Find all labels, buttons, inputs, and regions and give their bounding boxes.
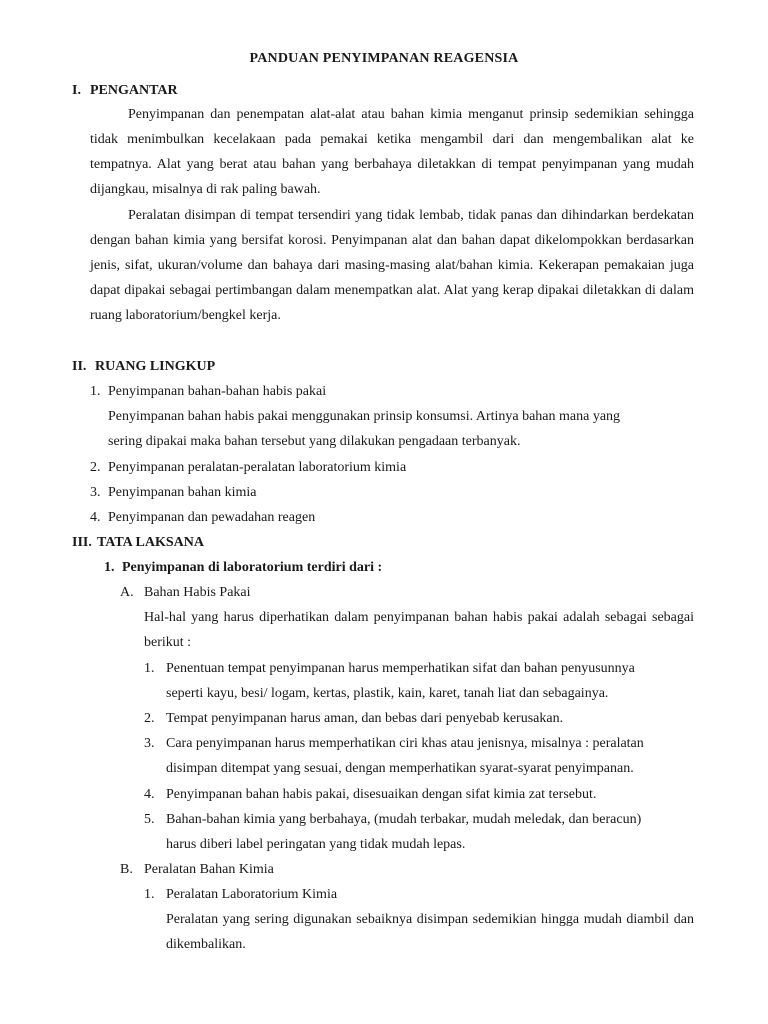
list-item-number: 1. [144,887,155,902]
section-3-number: III. [72,535,92,550]
list-item-line: harus diberi label peringatan yang tidak mudah lepas. [166,837,466,852]
subsection-intro: Hal-hal yang harus diperhatikan dalam penyimpanan bahan habis pakai adalah sebagai sebagai berikut : [144,610,694,650]
section-1-heading: PENGANTAR [90,83,178,98]
list-item-description-line: sering dipakai maka bahan tersebut yang dilakukan pengadaan terbanyak. [108,434,521,449]
section-1-paragraph-1: Penyimpanan dan penempatan alat-alat atau bahan kimia menganut prinsip sedemikian sehingga tidak menimbulkan kecelakaan pada pemakai ketika mengambil dari dan mengembalikan alat ke tempatnya. Alat yang berat atau bahan yang berbahaya diletakkan di tempat penyimpanan yang mudah dijangkau, misalnya di rak paling bawah. [90,107,694,197]
subsection-letter: B. [120,862,133,877]
list-item-number: 4. [144,787,155,802]
list-item-line: seperti kayu, besi/ logam, kertas, plastik, kain, karet, tanah liat dan sebagainya. [166,686,609,701]
list-item-title: Peralatan Laboratorium Kimia [166,887,338,902]
list-item-text: Penyimpanan peralatan-peralatan laboratorium kimia [108,460,407,475]
list-item-description-line: Penyimpanan bahan habis pakai menggunakan prinsip konsumsi. Artinya bahan mana yang [108,409,621,424]
list-item-description: Peralatan yang sering digunakan sebaiknya disimpan sedemikian hingga mudah diambil dan dikembalikan. [166,912,694,952]
list-item-number: 3. [90,485,101,500]
list-item-number: 3. [144,736,155,751]
section-2-number: II. [72,359,87,374]
subsection-heading: Penyimpanan di laboratorium terdiri dari : [122,560,383,575]
list-item-number: 2. [144,711,155,726]
list-item-number: 1. [144,661,155,676]
section-1-paragraph-2: Peralatan disimpan di tempat tersendiri yang tidak lembab, tidak panas dan dihindarkan berdekatan dengan bahan kimia yang bersifat korosi. Penyimpanan alat dan bahan dapat dikelompokkan berdasarkan jenis, sifat, ukuran/volume dan bahaya dari masing-masing alat/bahan kimia. Kekerapan pemakaian juga dapat dipakai sebagai pertimbangan dalam menempatkan alat. Alat yang kerap dipakai diletakkan di dalam ruang laboratorium/bengkel kerja. [90,208,694,323]
section-1-number: I. [72,83,81,98]
list-item-line: Bahan-bahan kimia yang berbahaya, (mudah terbakar, mudah meledak, dan beracun) [166,812,642,827]
list-item-text: Penyimpanan dan pewadahan reagen [108,510,316,525]
list-item-text: Penyimpanan bahan kimia [108,485,257,500]
subsection-title: Bahan Habis Pakai [144,585,251,600]
subsection-number: 1. [104,560,115,575]
list-item-number: 1. [90,384,101,399]
list-item-number: 2. [90,460,101,475]
list-item-line: Tempat penyimpanan harus aman, dan bebas dari penyebab kerusakan. [166,711,564,726]
section-3-heading: TATA LAKSANA [97,535,204,550]
subsection-letter: A. [120,585,134,600]
list-item-number: 4. [90,510,101,525]
document-title: PANDUAN PENYIMPANAN REAGENSIA [249,51,519,66]
subsection-title: Peralatan Bahan Kimia [144,862,274,877]
list-item-line: Penyimpanan bahan habis pakai, disesuaikan dengan sifat kimia zat tersebut. [166,787,597,802]
list-item-line: Penentuan tempat penyimpanan harus memperhatikan sifat dan bahan penyusunnya [166,661,635,676]
list-item-number: 5. [144,812,155,827]
section-2-heading: RUANG LINGKUP [95,359,216,374]
list-item-line: disimpan ditempat yang sesuai, dengan memperhatikan syarat-syarat penyimpanan. [166,761,634,776]
list-item-text: Penyimpanan bahan-bahan habis pakai [108,384,327,399]
list-item-line: Cara penyimpanan harus memperhatikan ciri khas atau jenisnya, misalnya : peralatan [166,736,644,751]
